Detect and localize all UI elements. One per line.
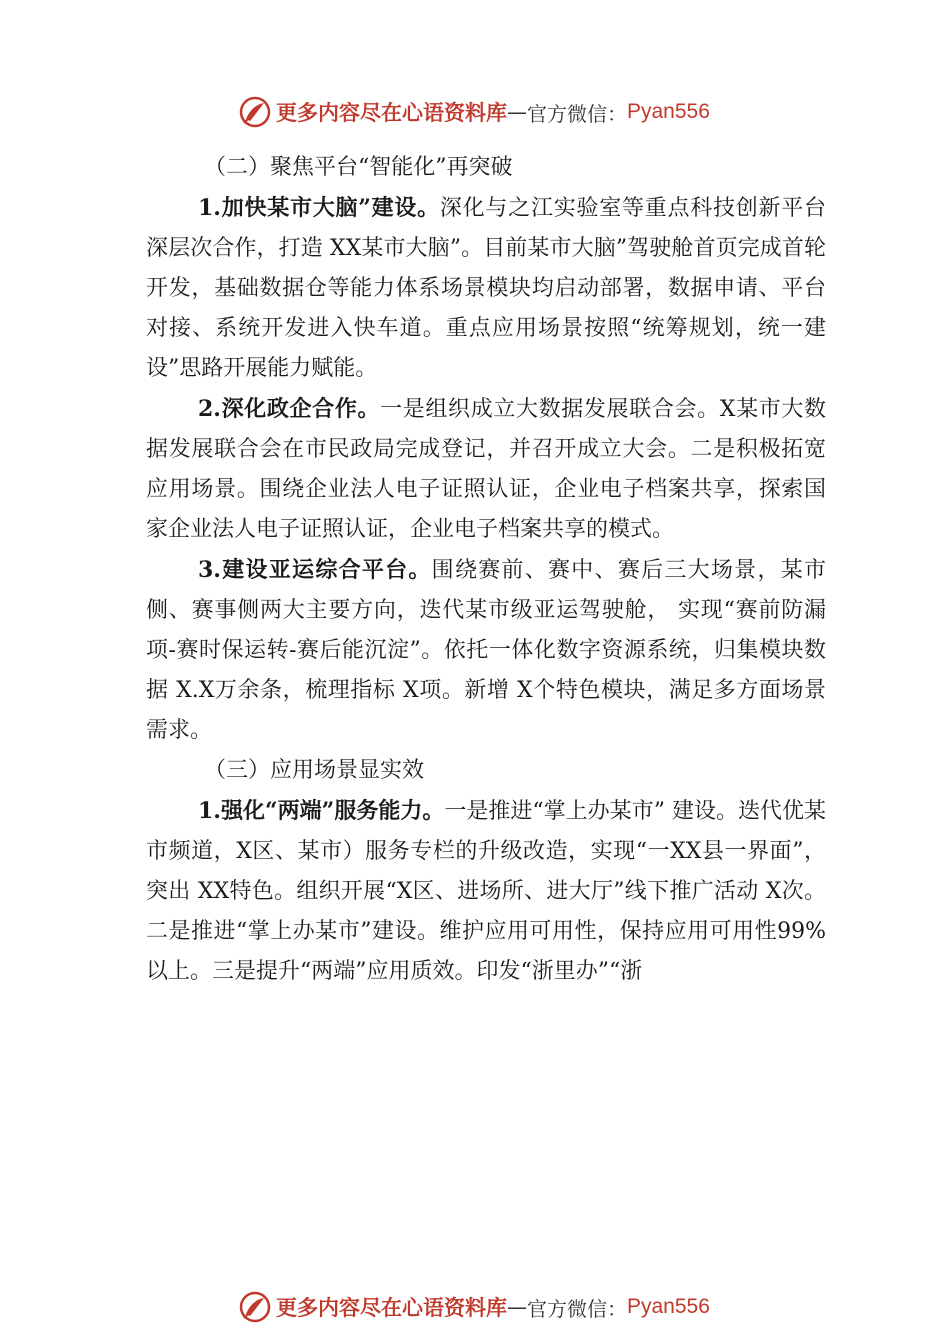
watermark-banner-top (238, 95, 710, 129)
watermark-text: 更多内容尽在心语资料库 (276, 1295, 507, 1320)
paragraph (146, 389, 826, 550)
paragraph-lead: 1.加快某市大脑”建设。 (198, 195, 440, 221)
watermark-text: 更多内容尽在心语资料库 (276, 100, 507, 125)
paragraph-text: 围绕赛前、赛中、赛后三大场景，某市侧、赛事侧两大主要方向，迭代某市级亚运驾驶舱， 实现“赛前防漏项-赛时保运转-赛后能沉淀”。依托一体化数字资源系统，归集模块数据 X.X万余条，梳理指标 X项。新增 X个特色模块，满足多方面场景需求。 (146, 558, 826, 743)
watermark-label: 官方微信： (527, 101, 627, 126)
paragraph-text: 一是推进“掌上办某市” 建设。迭代优某市频道，X区、某市）服务专栏的升级改造，实现“一XX县一界面”，突出 XX特色。组织开展“X区、进场所、进大厅”线下推广活动 X次。二是推进“掌上办某市”建设。维护应用可用性，保持应用可用性99%以上。三是提升“两端”应用质效。印发“浙里办”“浙 (146, 799, 826, 984)
section-heading: （二）聚焦平台“智能化”再突破 (204, 155, 513, 180)
document-body (146, 148, 826, 992)
watermark-wechat-id: Pyan556 (627, 100, 710, 123)
watermark-dash: — (507, 1295, 527, 1319)
watermark-dash: — (507, 100, 527, 124)
section-heading: （三）应用场景显实效 (204, 758, 425, 783)
paragraph (146, 791, 826, 992)
paragraph-lead: 2.深化政企合作。 (198, 396, 381, 422)
paragraph-lead: 1.强化“两端”服务能力。 (198, 798, 445, 824)
paragraph-text: 一是组织成立大数据发展联合会。X某市大数据发展联合会在市民政局完成登记，并召开成立大会。二是积极拓宽应用场景。围绕企业法人电子证照认证，企业电子档案共享，探索国家企业法人电子证照认证，企业电子档案共享的模式。 (146, 397, 827, 542)
pen-logo-icon (238, 95, 272, 129)
paragraph (146, 550, 826, 751)
paragraph-lead: 3.建设亚运综合平台。 (198, 557, 432, 583)
paragraph (146, 188, 826, 389)
watermark-wechat-id: Pyan556 (627, 1295, 710, 1318)
pen-logo-icon (238, 1290, 272, 1324)
paragraph-text: 深化与之江实验室等重点科技创新平台深层次合作，打造 XX某市大脑”。目前某市大脑”驾驶舱首页完成首轮开发，基础数据仓等能力体系场景模块均启动部署，数据申请、平台对接、系统开发进入快车道。重点应用场景按照“统筹规划，统一建设”思路开展能力赋能。 (146, 196, 826, 381)
watermark-label: 官方微信： (527, 1296, 627, 1321)
watermark-banner-bottom (238, 1290, 710, 1324)
